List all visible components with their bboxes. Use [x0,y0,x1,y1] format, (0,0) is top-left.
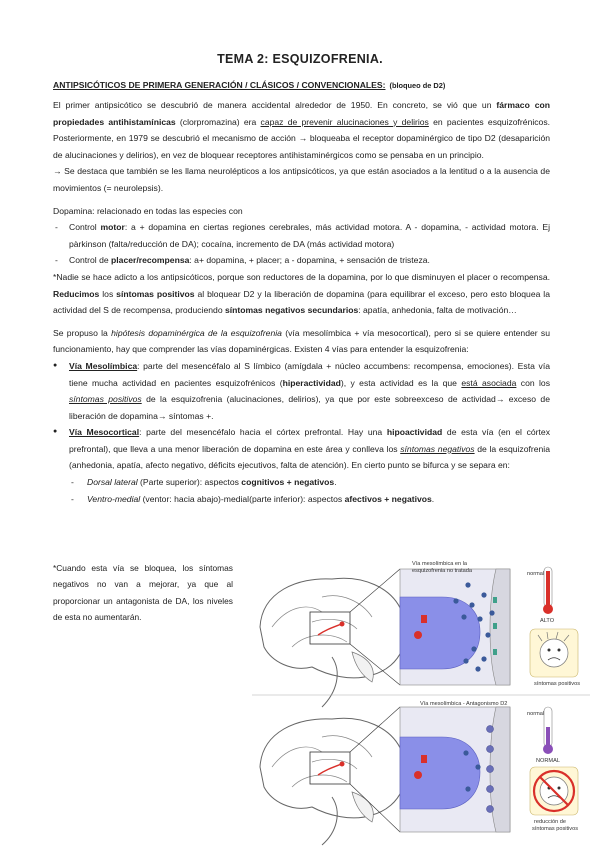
text-run: Control de [69,255,112,266]
text-run: : a + dopamina en ciertas regiones cerebrales, más actividad motora. A - dopamina, - actividad motora. Ej pàrkinson (falta/reducción de DA); cocaína, incremento de DA (más actividad motora) [69,222,550,249]
text-run-bold: placer/recompensa [111,255,190,266]
thermometer-bottom [527,707,560,764]
list-item-via-mesocortical [53,424,550,474]
text-run-bold: cognitivos + negativos [241,477,335,488]
text-run-bold: hipoactividad [386,427,443,438]
thermo-bottom-value: NORMAL [536,758,560,764]
text-run-bold: síntomas positivos [116,288,195,299]
text-run-underline: está asociada [461,377,517,388]
text-run: : apatía, anhedonia, falta de motivación… [358,305,517,316]
thermometer-top [527,567,555,624]
list-item-placer [53,252,550,269]
text-run-italic: síntomas positivos [69,394,142,405]
text-run: Se propuso la [53,327,112,338]
bottom-figure-label: Vía mesolímbica - Antagonismo D2 [420,701,508,707]
text-run: ), y esta actividad es la que [340,377,462,388]
text-run: . [334,477,337,488]
text-run-bold: motor [100,222,125,233]
list-item-via-mesolimbica [53,358,550,424]
text-run-bold: síntomas negativos secundarios [224,305,359,316]
thermo-bottom-normal: normal [527,711,545,717]
text-run: de la esquizofrenia (anhedonia, apatía, afecto negativo, déficits ejecutivos, falta de atención). En cierto punto se bifurca y se separa en: [69,443,550,471]
thermo-top-normal: normal [527,571,545,577]
brain-sagittal-bottom [260,707,406,845]
face-bottom-label-2: síntomas positivos [532,826,579,832]
text-run: en pacientes esquizofrénicos. Posteriormente, en 1979 se descubrió el mecanismo de acción → bloqueaba el receptor dopaminérgico de tipo D2 (desaparición de alucinaciones y delirios), en vez de bloquear receptores antihistaminérgicos como se pensaba en un principio. [53,116,551,160]
face-top-label: síntomas positivos [534,681,581,687]
text-run-bold: Reducimos [53,288,100,299]
text-run: Control [69,222,101,233]
top-figure-label-2: esquizofrenia no tratada [412,568,473,574]
text-run-bold: hiperactividad [282,377,341,388]
section-heading-text: ANTIPSICÓTICOS DE PRIMERA GENERACIÓN / CLÁSICOS / CONVENCIONALES: [53,80,386,90]
mesolimbic-figure [252,557,590,847]
face-bottom [530,767,578,832]
text-run-italic: Ventro-medial [87,493,141,504]
synapse-panel-top [400,561,510,685]
intro-paragraph [53,97,550,163]
list-item-motor [53,219,550,252]
text-run-bold: afectivos + negativos [344,493,432,504]
sublist-item-dorsal [53,474,550,491]
text-run: . [431,493,435,504]
section-heading-tag: (bloqueo de D2) [389,81,446,90]
text-run: al bloquear D2 y la liberación de dopamina (para equilibrar el exceso, pero esto bloquea la actividad del S de recompensa, produciendo [53,288,550,316]
main-text [53,97,550,507]
text-run-bold: Vía Mesocortical [69,427,140,438]
text-run-bold: fármaco con propiedades antihistamínicas [53,100,550,127]
page-title: TEMA 2: ESQUIZOFRENIA. [217,52,383,66]
face-bottom-label-1: reducción de [534,819,567,825]
text-run: *Nadie se hace adicto a los antipsicóticos, porque son reductores de la dopamina, por lo que disminuyen el placer o recompensa. [53,271,550,282]
sublist-item-ventro [53,491,550,508]
text-run: con los [516,377,551,388]
text-run: : parte del mesencéfalo hacia el córtex prefrontal. Hay una [139,427,387,438]
text-run: : parte del mesencéfalo al S límbico (amígdala + núcleo accumbens: recompensa, emociones). Esta vía tiene mucha actividad en pacientes esquizofrénicos ( [69,360,550,388]
thermo-top-value: ALTO [540,618,555,624]
text-run-underline: capaz de prevenir alucinaciones y delirios [260,116,429,127]
text-run-italic: hipótesis dopaminérgica de la esquizofrenia [111,327,282,338]
text-run-bold: Vía Mesolímbica [69,360,138,371]
hipotesis-paragraph [53,325,550,358]
text-run: de la esquizofrenia (alucinaciones, delirios), ya que por este sobreexceso de actividad→ exceso de liberación de dopamina→ síntomas +. [69,394,550,421]
text-run: El primer antipsicótico se descubrió de manera accidental alrededor de 1950. En concreto, se vió que un [53,100,497,110]
text-run: (ventor: hacia abajo)-medial(parte inferior): aspectos [140,493,345,504]
face-top [530,629,580,687]
text-run: de esta vía (en el córtex prefrontal), que lleva a una menor liberación de dopamina en este área y conlleva los [69,427,551,454]
synapse-panel-bottom [400,701,510,832]
text-run-italic: Dorsal lateral [87,477,138,488]
text-run: (vía mesolímbica + vía mesocortical), pero si se quiere entender su funcionamiento, hay que comprender las vías dopaminérgicas. Existen 4 vías para entender la esquizofrenia: [53,327,550,355]
dopamina-lead: Dopamina: relacionado en todas las especies con [53,205,243,216]
text-run: (Parte superior): aspectos [137,477,242,488]
brain-sagittal-top [260,569,406,707]
text-run-italic: síntomas negativos [400,443,475,454]
side-note: *Cuando esta vía se bloquea, los síntomas negativos no van a mejorar, ya que al proporcionar un antagonista de DA, los niveles de esta no aumentarán. [53,563,233,623]
nadie-paragraph [53,269,550,319]
section-heading [53,80,445,90]
top-figure-label-1: Vía mesolímbica en la [412,561,468,567]
text-run: (clorpromazina) era [175,116,261,127]
text-run: : a+ dopamina, + placer; a - dopamina, + sensación de tristeza. [189,255,430,266]
text-run: los [99,288,117,299]
neurolepsis-paragraph: → Se destaca que también se les llama neurolépticos a los antipsicóticos, ya que están asociados a la lentitud o a la ausencia de movimientos (= neurolepsis). [53,166,550,193]
